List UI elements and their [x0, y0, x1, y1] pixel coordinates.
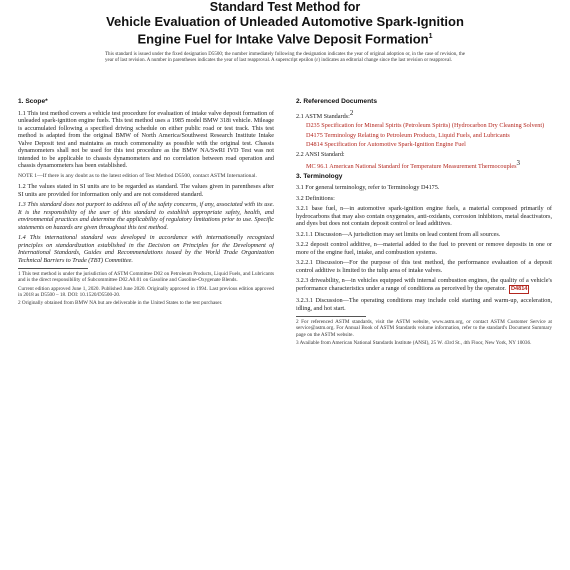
body-columns — [18, 96, 552, 570]
title-footnote-mark: 1 — [428, 33, 433, 40]
title-line-2 — [0, 29, 570, 46]
paragraph-3-2-2-1: 3.2.2.1 Discussion—For the purpose of this test method, the performance evaluation of a deposit control additive is limited to the tulip area of intake valves. — [296, 259, 552, 274]
ref-d4175-code[interactable]: D4175 — [306, 131, 323, 139]
reference-d4814[interactable] — [306, 141, 552, 149]
ref-d4814-text[interactable]: Specification for Automotive Spark-Ignition Engine Fuel — [324, 141, 466, 149]
footnote-rule-right — [296, 316, 366, 317]
reference-mc96[interactable] — [306, 160, 552, 171]
section-referenced-documents-heading: 2. Referenced Documents — [296, 98, 377, 105]
ref-d235-code[interactable]: D235 — [306, 122, 320, 130]
footnote-1: 1 This test method is under the jurisdiction of ASTM Committee D02 on Petroleum Products, Liquid Fuels, and Lubricants and is the direct responsibility of Subcommittee D02.A0.01 on Gasoline and Gasoline-Oxygenate Blends. — [18, 271, 274, 284]
paragraph-3-2-1-1: 3.2.1.1 Discussion—A jurisdiction may set limits on lead content from all sources. — [296, 230, 501, 238]
footnote-2: 2 For referenced ASTM standards, visit the ASTM website, www.astm.org, or contact ASTM Customer Service at service@astm.org. For Annual Book of ASTM Standards volume information, refer to the standard's Document Summary page on the ASTM website. — [296, 319, 552, 338]
paragraph-3-2-2: 3.2.2 deposit control additive, n—material added to the fuel to prevent or remove deposits in one or more of the engine fuel, intake, and combustion systems. — [296, 241, 552, 256]
paragraph-3-2-3 — [296, 277, 552, 294]
footnote-2-left: 2 Originally obtained from BMW NA but are deliverable in the United States to the test purchaser. — [18, 299, 223, 306]
paragraph-3-2-3-1: 3.2.3.1 Discussion—The operating conditions may include cold starting and warm-up, acceleration, idling, and hot start. — [296, 297, 552, 312]
footnote-edition: Current edition approved June 1, 2020. Published June 2020. Originally approved in 1994. Last previous edition approved in 2018 as D5500 – 18. DOI: 10.1520/D5500-20. — [18, 285, 274, 298]
note-1: NOTE 1—If there is any doubt as to the latest edition of Test Method D5500, contact ASTM International. — [18, 172, 257, 179]
title-line-2-text: Engine Fuel for Intake Valve Deposit Formation — [137, 31, 429, 47]
ref-d4175-text[interactable]: Terminology Relating to Petroleum Products, Liquid Fuels, and Lubricants — [324, 131, 510, 139]
title-line-1: Vehicle Evaluation of Unleaded Automotive Spark-Ignition — [106, 14, 464, 29]
paragraph-1-2: 1.2 The values stated in SI units are to be regarded as standard. The values given in parentheses after SI units are provided for information only and are not considered standard. — [18, 183, 274, 198]
ref-mc96-code[interactable]: MC 96.1 — [306, 163, 329, 171]
paragraph-3-1: 3.1 For general terminology, refer to Terminology D4175. — [296, 184, 440, 192]
right-column — [296, 96, 552, 570]
title-prefix: Standard Test Method for — [209, 0, 361, 14]
footnote-mark-3: 3 — [516, 159, 521, 168]
section-scope-heading: 1. Scope* — [18, 98, 48, 105]
document-header — [0, 0, 570, 64]
ref-d235-text[interactable]: Specification for Mineral Spirits (Petroleum Spirits) (Hydrocarbon Dry Cleaning Solvent) — [321, 122, 545, 130]
paragraph-3-2-3-text: 3.2.3 driveability, n—in vehicles equipped with internal combustion engines, the quality of a vehicle's performance characteristics under a range of conditions as perceived by the operator. — [296, 277, 552, 292]
paragraph-1-3: 1.3 This standard does not purport to address all of the safety concerns, if any, associated with its use. It is the responsibility of the user of this standard to establish appropriate safety, health, and environmental practices and determine the applicability of regulatory limitations prior to use. Specific statements on hazards are given throughout this test method. — [18, 201, 274, 231]
footnote-3: 3 Available from American National Standards Institute (ANSI), 25 W. 43rd St., 4th Floor, New York, NY 10036. — [296, 339, 532, 346]
paragraph-2-1-text: 2.1 ASTM Standards: — [296, 112, 350, 120]
footnote-mark-2: 2 — [349, 108, 354, 117]
ref-mc96-text[interactable]: American National Standard for Temperature Measurement Thermocouples — [329, 163, 517, 171]
section-terminology-heading: 3. Terminology — [296, 172, 343, 180]
paragraph-2-1 — [296, 110, 552, 121]
paragraph-3-2-1: 3.2.1 base fuel, n—in automotive spark-ignition engine fuels, a material composed primarily of hydrocarbons that may also contain oxygenates, anti-oxidants, corrosion inhibitors, metal deactivators, and dyes but does not contain deposit control or lead additives. — [296, 205, 552, 228]
revision-marker: D4814 — [509, 285, 529, 295]
footnote-rule — [18, 268, 88, 269]
paragraph-1-1: 1.1 This test method covers a vehicle test procedure for evaluation of intake valve deposit formation of unleaded spark-ignition engine fuels. This test method uses a 1985 model BMW 318i vehicle. Mileage is accumulated following a specified driving schedule on either public road or test track. This test method is adapted from the original BMW of North America/Southwest Research Institute Intake Valve Deposit test and maintains as much commonality as possible with the original test. Chassis dynamometers shall not be used for this test procedure as the BMW NA/SwRI IVD Test was not intended to be applicable to chassis dynamometers and no correlation between road operation and chassis dynamometers has been established. — [18, 109, 274, 169]
designation-note: This standard is issued under the fixed designation D5500; the number immediately following the designation indicates the year of original adoption or, in the case of revision, the year of last revision. A number in parentheses indicates the year of last reapproval. A superscript epsilon (ε) indicates an editorial change since the last revision or reapproval. — [105, 52, 465, 64]
ref-d4814-code[interactable]: D4814 — [306, 141, 323, 149]
reference-d4175[interactable] — [306, 132, 552, 140]
reference-d235[interactable] — [306, 122, 552, 130]
left-column — [18, 96, 274, 570]
paragraph-1-4: 1.4 This international standard was developed in accordance with internationally recognized principles on standardization established in the Decision on Principles for the Development of International Standards, Guides and Recommendations issued by the World Trade Organization Technical Barriers to Trade (TBT) Committee. — [18, 234, 274, 264]
paragraph-3-2: 3.2 Definitions: — [296, 194, 335, 202]
paragraph-2-2: 2.2 ANSI Standard: — [296, 150, 345, 158]
